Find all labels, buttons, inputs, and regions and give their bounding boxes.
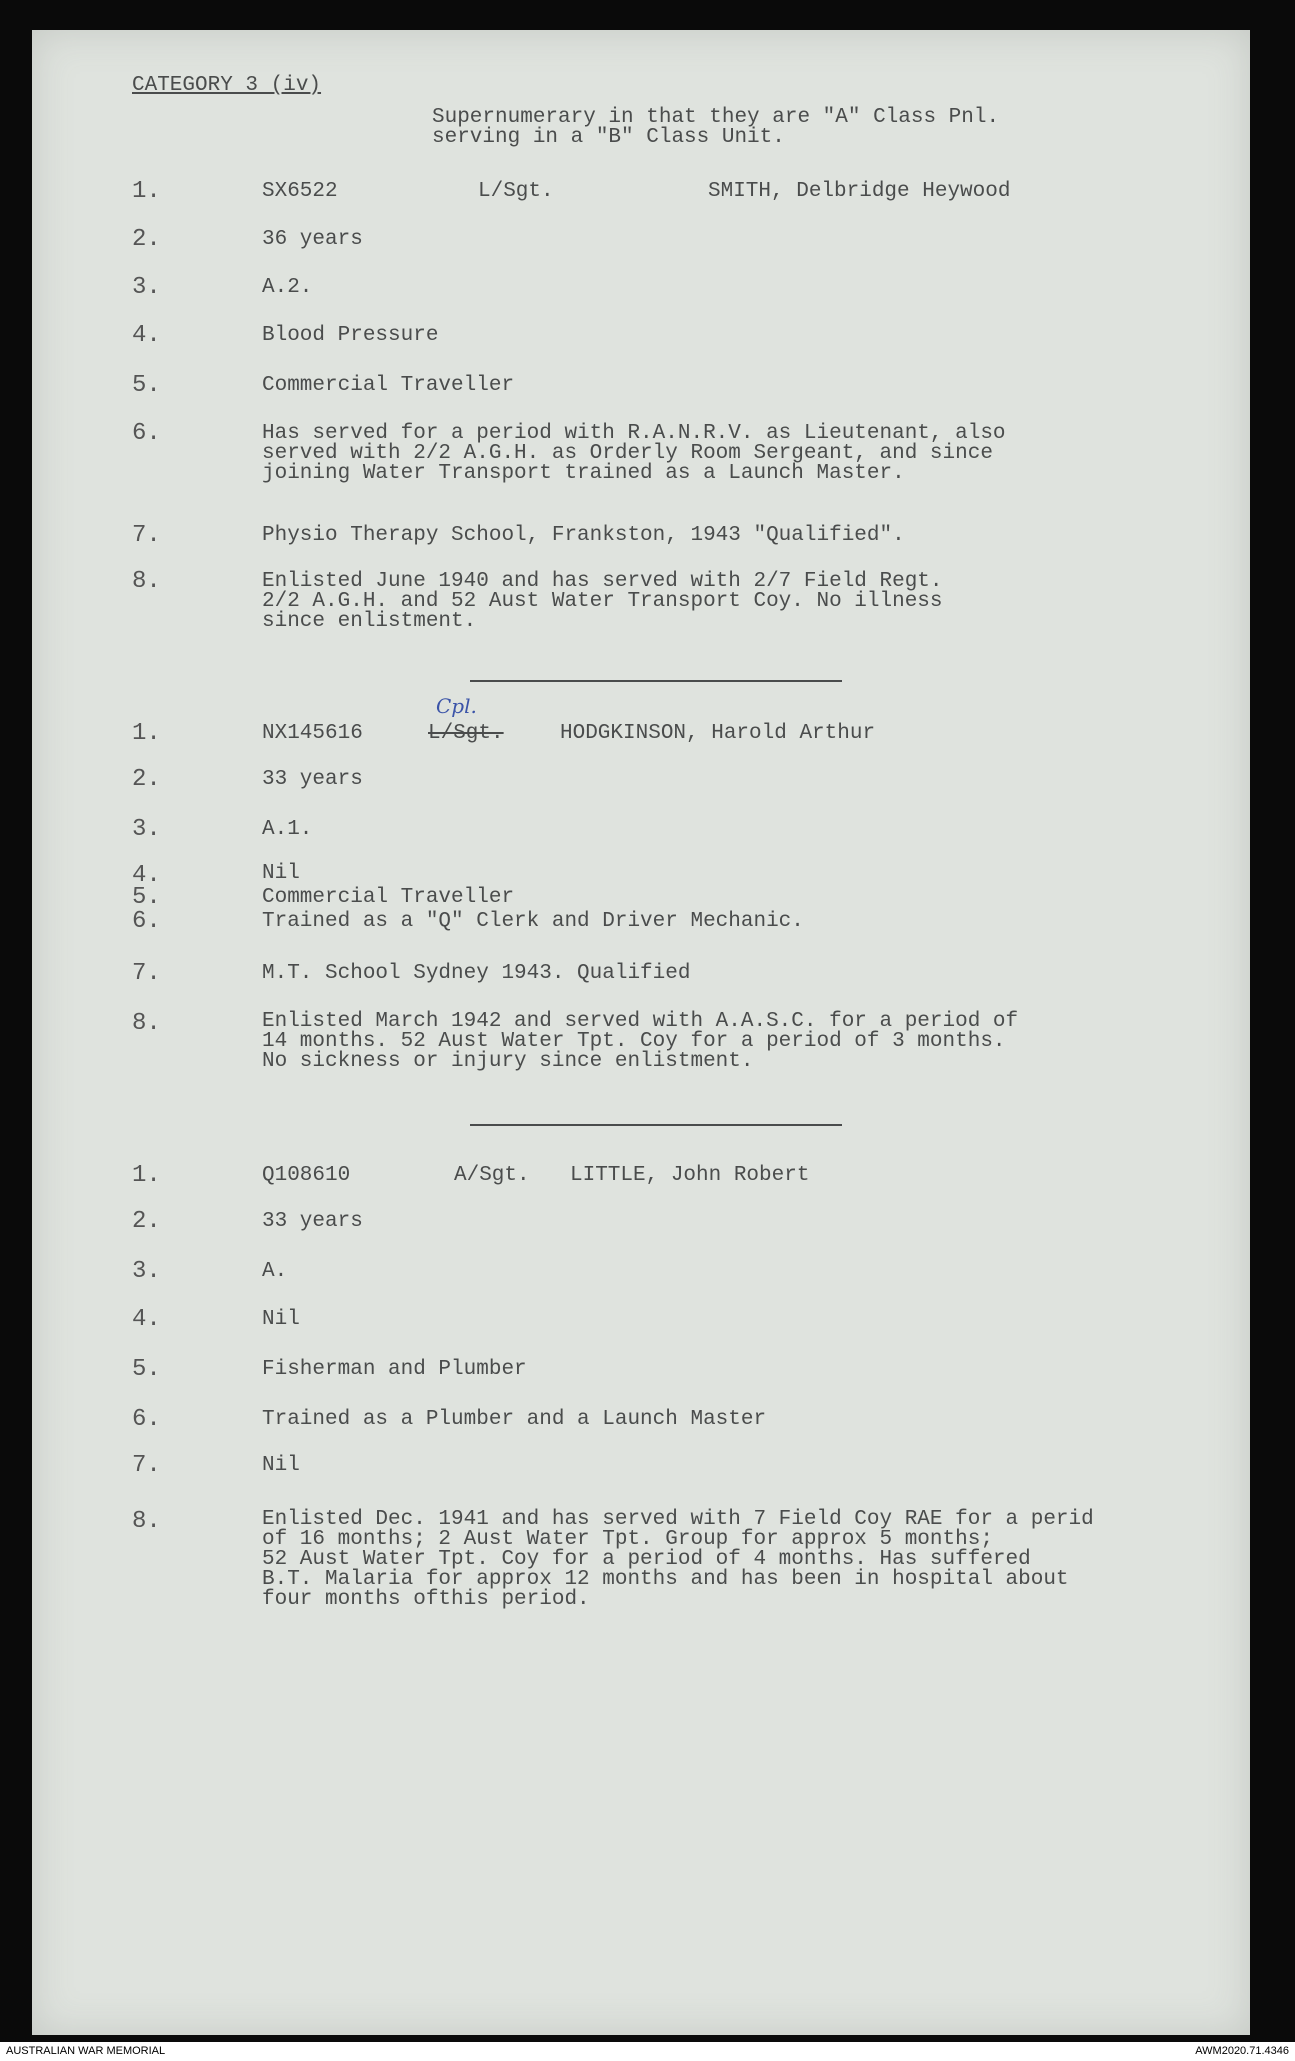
item-number: 1. [132, 720, 161, 747]
handwritten-rank-correction: Cpl. [436, 694, 477, 718]
soldier-name: HODGKINSON, Harold Arthur [560, 722, 876, 745]
item-text: Fisherman and Plumber [262, 1358, 527, 1381]
service-number: NX145616 [262, 722, 363, 745]
item-text: Physio Therapy School, Frankston, 1943 "Qualified". [262, 524, 905, 547]
service-number: Q108610 [262, 1164, 351, 1187]
item-number: 7. [132, 522, 161, 549]
item-text: Commercial Traveller [262, 374, 515, 397]
footer-institution: AUSTRALIAN WAR MEMORIAL [6, 2045, 166, 2057]
rank-struck-out: L/Sgt. [428, 722, 504, 745]
item-text: Nil [262, 1454, 300, 1477]
item-number: 2. [132, 1208, 161, 1235]
soldier-name: SMITH, Delbridge Heywood [708, 180, 1011, 203]
item-number: 3. [132, 1258, 161, 1285]
item-number: 1. [132, 1162, 161, 1189]
service-number: SX6522 [262, 180, 338, 203]
category-note-line-2: serving in a "B" Class Unit. [432, 126, 785, 149]
item-paragraph: Has served for a period with R.A.N.R.V. as Lieutenant, also served with 2/2 A.G.H. as Orderly Room Sergeant, and since joining Water Transport trained as a Launch Master. [262, 422, 1006, 485]
item-paragraph: Enlisted Dec. 1941 and has served with 7 Field Coy RAE for a perid of 16 months; 2 Aust Water Tpt. Group for approx 5 months; 52 Aust Water Tpt. Coy for a period of 4 months. Has suffered B.T. Malaria for approx 12 months and has been in hospital about four months ofthis period. [262, 1508, 1094, 1611]
item-number: 2. [132, 226, 161, 253]
item-text: A.2. [262, 276, 313, 299]
item-text: Blood Pressure [262, 324, 439, 347]
item-text: Commercial Traveller [262, 886, 515, 909]
item-number: 3. [132, 816, 161, 843]
footer-accession-number: AWM2020.71.4346 [1195, 2045, 1289, 2057]
item-number: 8. [132, 1010, 161, 1037]
rank: A/Sgt. [454, 1164, 530, 1187]
item-text: M.T. School Sydney 1943. Qualified [262, 962, 691, 985]
category-note-line-1: Supernumerary in that they are "A" Class Pnl. [432, 106, 1000, 129]
soldier-name: LITTLE, John Robert [570, 1164, 810, 1187]
item-paragraph: Enlisted June 1940 and has served with 2/7 Field Regt. 2/2 A.G.H. and 52 Aust Water Transport Coy. No illness since enlistment. [262, 570, 943, 633]
item-number: 7. [132, 1452, 161, 1479]
item-number: 7. [132, 960, 161, 987]
separator-line [470, 1124, 842, 1126]
item-number: 4. [132, 862, 161, 889]
item-text: Nil [262, 1308, 300, 1331]
item-number: 3. [132, 274, 161, 301]
item-number: 5. [132, 1356, 161, 1383]
item-text: Trained as a "Q" Clerk and Driver Mechanic. [262, 910, 804, 933]
item-number: 2. [132, 766, 161, 793]
item-number: 6. [132, 908, 161, 935]
item-text: Trained as a Plumber and a Launch Master [262, 1408, 767, 1431]
separator-line [470, 680, 842, 682]
archive-footer [0, 2042, 1295, 2061]
item-text: 36 years [262, 228, 363, 251]
item-number: 8. [132, 1508, 161, 1535]
item-number: 4. [132, 322, 161, 349]
item-number: 6. [132, 420, 161, 447]
item-number: 1. [132, 178, 161, 205]
item-number: 5. [132, 884, 161, 911]
item-number: 8. [132, 568, 161, 595]
item-paragraph: Enlisted March 1942 and served with A.A.S.C. for a period of 14 months. 52 Aust Water Tpt. Coy for a period of 3 months. No sickness or injury since enlistment. [262, 1010, 1019, 1073]
item-number: 4. [132, 1306, 161, 1333]
item-text: 33 years [262, 1210, 363, 1233]
item-text: A. [262, 1260, 288, 1283]
item-text: A.1. [262, 818, 313, 841]
item-number: 5. [132, 372, 161, 399]
rank: L/Sgt. [478, 180, 554, 203]
item-number: 6. [132, 1406, 161, 1433]
item-text: Nil [262, 862, 300, 885]
item-text: 33 years [262, 768, 363, 791]
category-heading: CATEGORY 3 (iv) [132, 74, 322, 97]
